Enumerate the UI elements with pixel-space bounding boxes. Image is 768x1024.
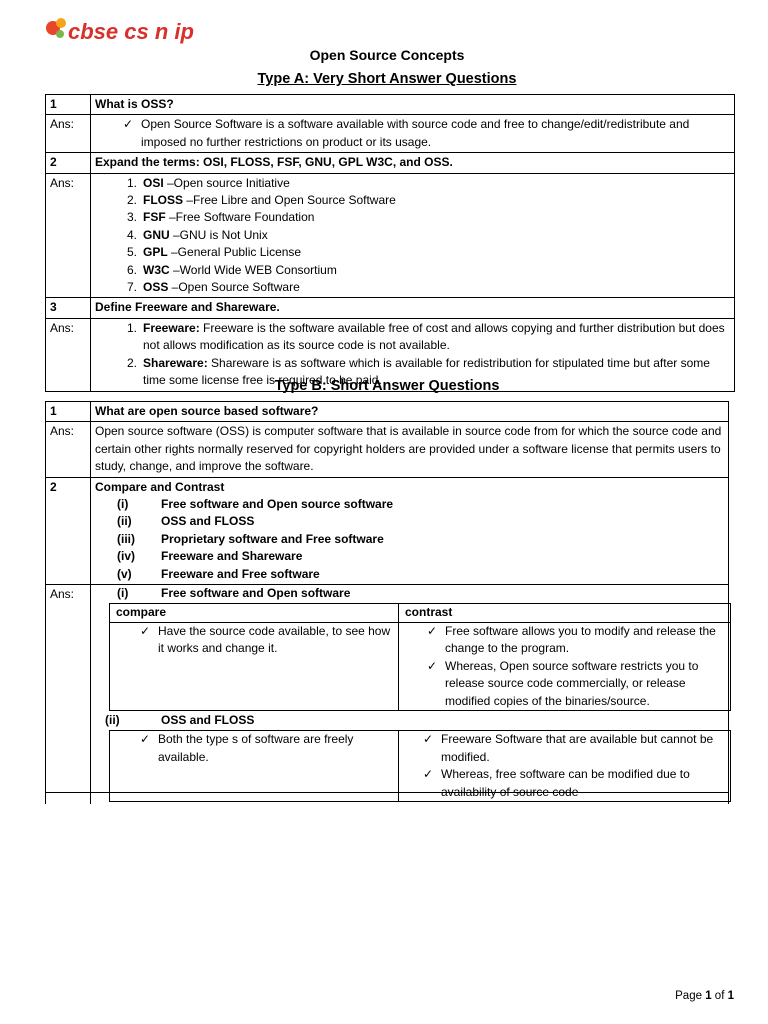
question-number: 2 — [46, 153, 91, 173]
answer-text: Open Source Software is a software available with source code and free to change/edit/redistribute and imposed no further restrictions on product or its usage. — [141, 117, 690, 149]
question-text: Define Freeware and Shareware. — [91, 298, 735, 318]
list-item: 4. GNU –GNU is Not Unix — [126, 227, 268, 242]
table-row — [46, 153, 735, 173]
type-a-heading: Type A: Very Short Answer Questions — [257, 71, 517, 87]
list-item: 6. W3C –World Wide WEB Consortium — [126, 262, 337, 277]
list-item: (iv) Freeware and Shareware — [117, 549, 303, 564]
list-item: 1. OSI –Open source Initiative — [126, 175, 290, 190]
check-icon: ✓ — [422, 732, 434, 747]
type-a-table — [45, 94, 735, 392]
list-item: 2. Shareware: Shareware is as software which is available for redistribution for stipulated time but after some time some license free is required to be paid. — [126, 355, 710, 388]
answer-cell — [91, 115, 735, 153]
table-row — [110, 604, 731, 622]
check-icon: ✓ — [426, 623, 438, 638]
contrast-cell: ✓ Freeware Software that are available but cannot be modified. ✓ Whereas, free software can be modified due to availability of source code — [399, 731, 731, 802]
list-item: 2. FLOSS –Free Libre and Open Source Software — [126, 193, 396, 208]
page-footer: Page 1 of 1 — [675, 990, 734, 1002]
answer-label: Ans: — [46, 585, 91, 804]
list-item: 5. GPL –General Public License — [126, 245, 302, 260]
list-item: (ii) OSS and FLOSS — [117, 514, 255, 529]
sub-heading: (ii) OSS and FLOSS — [105, 712, 255, 727]
table-row — [110, 731, 731, 802]
table-row — [110, 622, 731, 710]
compare-contrast-table-i — [109, 603, 731, 710]
question-cell — [91, 477, 729, 584]
table-row — [46, 95, 735, 115]
type-b-heading: Type B: Short Answer Questions — [274, 378, 500, 394]
list-item: 7. OSS –Open Source Software — [126, 280, 300, 295]
contrast-cell: ✓ Free software allows you to modify and release the change to the program. ✓ Whereas, Open source software restricts you to release source code commercially, or release modified copies of the binaries/source. — [399, 622, 731, 710]
compare-cell: ✓ Have the source code available, to see how it works and change it. — [110, 622, 399, 710]
compare-cell: ✓ Both the type s of software are freely available. — [110, 731, 399, 802]
check-icon: ✓ — [426, 658, 438, 673]
document-title: Open Source Concepts — [309, 47, 465, 63]
answer-label: Ans: — [46, 115, 91, 153]
question-text: Expand the terms: OSI, FLOSS, FSF, GNU, GPL W3C, and OSS. — [91, 153, 735, 173]
table-row — [46, 173, 735, 298]
list-item: 3. FSF –Free Software Foundation — [126, 210, 315, 225]
answer-label: Ans: — [46, 318, 91, 391]
table-row — [46, 477, 729, 584]
compare-header: compare — [110, 604, 399, 622]
table-bottom-border — [45, 792, 729, 793]
list-item: (i) Free software and Open source software — [117, 497, 394, 512]
question-number: 1 — [46, 95, 91, 115]
table-row — [46, 402, 729, 422]
check-icon: ✓ — [139, 623, 151, 638]
table-row — [46, 422, 729, 477]
question-text: What is OSS? — [91, 95, 735, 115]
answer-label: Ans: — [46, 173, 91, 298]
table-row — [46, 115, 735, 153]
table-row — [46, 298, 735, 318]
check-icon: ✓ — [422, 767, 434, 782]
contrast-header: contrast — [399, 604, 731, 622]
logo-text: cbse cs n ip — [68, 19, 194, 44]
list-item: 1. Freeware: Freeware is the software available free of cost and allows copying and further distribution but does not allows modification as its source code is not available. — [126, 320, 725, 353]
answer-cell — [91, 585, 729, 804]
answer-cell — [91, 173, 735, 298]
question-text: What are open source based software? — [91, 402, 729, 422]
answer-text: Open source software (OSS) is computer software that is available in source code from for which the source code and certain other rights normally reserved for copyright holders are provided under a software license that permits users to study, change, and improve the software. — [91, 422, 729, 477]
type-b-table — [45, 401, 729, 804]
sub-heading: (i) Free software and Open software — [117, 586, 351, 601]
list-item: (iii) Proprietary software and Free software — [117, 531, 384, 546]
check-icon: ✓ — [139, 732, 151, 747]
answer-label: Ans: — [46, 422, 91, 477]
question-text: Compare and Contrast — [95, 479, 225, 494]
question-number: 3 — [46, 298, 91, 318]
list-item: (v) Freeware and Free software — [117, 566, 320, 581]
site-logo — [42, 12, 202, 48]
question-number: 2 — [46, 477, 91, 584]
question-number: 1 — [46, 402, 91, 422]
table-row — [46, 585, 729, 804]
check-icon: ✓ — [122, 117, 134, 132]
